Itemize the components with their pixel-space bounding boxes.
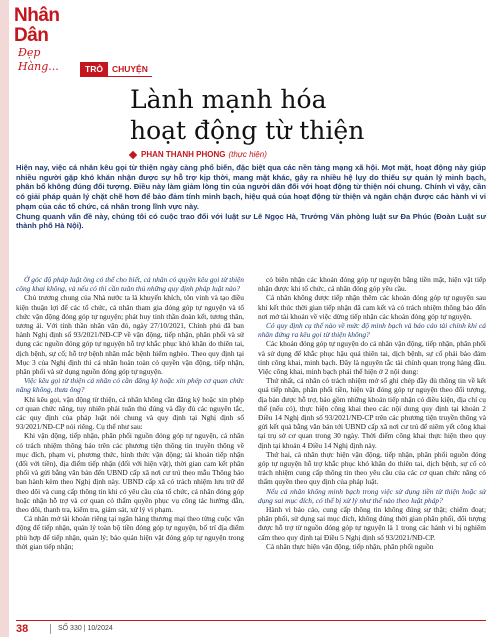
page-number: 38 [16,623,29,635]
rubric-label-secondary: CHUYỆN [108,62,152,77]
interview-question: Có quy định cụ thể nào về mức độ minh bạch và báo cáo tài chính khi cá nhân đứng ra kêu gọi từ thiện không? [258,321,486,340]
article-title [130,84,430,146]
footer-separator [50,624,51,634]
title-line-1: Lành mạnh hóa [130,85,327,114]
left-margin-band [0,0,9,637]
interview-question: Việc kêu gọi từ thiện cá nhân có cần đăng ký hoặc xin phép cơ quan chức năng không, thưa ông? [16,376,244,395]
publication-logo [14,5,84,73]
body-paragraph: Thứ nhất, cá nhân có trách nhiệm mở sổ ghi chép đầy đủ thông tin về kết quả tiếp nhận, phân phối tiền, hiện vật đóng góp tự nguyện theo đối tượng, địa bàn được hỗ trợ, bảo gồm những khoản tiếp nhận có điều kiện, địa chỉ cụ thể (nếu có), thực hiện công khai theo các nội dung quy định tại khoản 2 Điều 14 Nghị định số 93/2021/NĐ-CP trên các phương tiện truyền thông và gửi kết quả bằng văn bản tới UBND cấp xã nơi cư trú để niêm yết công khai tại trụ sở cơ quan trong 30 ngày. Thời điểm công khai thực hiện theo quy định tại khoản 4 Điều 14 Nghị định này. [258,376,486,450]
page-footer [0,615,500,637]
lead-paragraph-2: Chung quanh vấn đề này, chúng tôi có cuộc trao đổi với luật sư Lê Ngọc Hà, Trưởng Văn phòng luật sư Đa Phúc (Đoàn Luật sư thành phố Hà Nội). [16,211,486,231]
logo-main-text: Nhân Dân [14,5,60,46]
footer-rule [16,620,486,621]
title-line-2: hoạt động từ thiện [130,116,365,145]
body-paragraph: Các khoản đóng góp tự nguyện do cá nhân vận động, tiếp nhận, phân phối và sử dụng để khắc phục hậu quả thiên tai, dịch bệnh, sự cố phải bảo đảm tính công khai, minh bạch. Đây là nguyên tắc tài chính quan trọng hàng đầu. Việc công khai, minh bạch phải thể hiện ở 2 nội dung: [258,339,486,377]
issue-info: SỐ 330 | 10/2024 [58,625,113,632]
body-column-right [258,275,486,610]
logo-sub-text: Đẹp Hàng... [18,46,59,73]
author-name: PHAN THANH PHONG [141,150,226,159]
interview-question: Ở góc độ pháp luật ông có thể cho biết, cá nhân có quyền kêu gọi từ thiện công khai không, và nếu có thì cần tuân thủ những quy định pháp luật nào? [16,275,244,294]
article-body [16,275,486,610]
diamond-bullet-icon [129,150,137,158]
byline [130,150,267,159]
lead-paragraph-1: Hiện nay, việc cá nhân kêu gọi từ thiện ngày càng phổ biến, đặc biệt qua các nền tảng mạng xã hội. Mọt mặt, hoạt động này giúp nhiều người gặp khó khăn nhận được sự hỗ trợ kịp thời, mang mặt khác, gây ra nhiều hệ lụy do thiếu sự quản lý minh bạch, phân bổ không đúng đối tượng. Điều này làm giảm lòng tin của người dân đối với hoạt động từ thiện nói chung. Chính vì vậy, cần có giải pháp quản lý chặt chẽ hơn để bảo đảm tính minh bạch, hiệu quả của hoạt động từ thiện và ngăn chặn được các hành vi vi phạm của các tổ chức, cá nhân trong lĩnh vực này. [16,163,486,211]
body-paragraph: Thứ hai, cá nhân thực hiện vận động, tiếp nhận, phân phối nguồn đóng góp tự nguyện hỗ trợ khắc phục khó khăn do thiên tai, dịch bệnh, sự cố có trách nhiệm cung cấp thông tin theo yêu cầu của các cơ quan chức năng có thẩm quyền theo quy định của pháp luật. [258,449,486,487]
author-role: (thực hiện) [228,150,267,159]
body-paragraph: Cá nhân mở tài khoản riêng tại ngân hàng thương mại theo từng cuộc vận động để tiếp nhận, quản lý toàn bộ tiền đóng góp tự nguyện, bố trí địa điểm phù hợp để tiếp nhận, quản lý; bảo quản hiện vật đóng góp tự nguyện trong thời gian tiếp nhận; [16,514,244,551]
body-column-left [16,275,244,610]
rubric-label-primary: TRÒ [80,62,108,77]
article-lead [16,163,486,231]
body-paragraph: Khi kêu gọi, vận động từ thiện, cá nhân không cần đăng ký hoặc xin phép cơ quan chức năng, tuy nhiên phải tuân thủ đúng và đầy đủ các nguyên tắc, các quy định của pháp luật nói chung và quy định tại Nghị định số 93/2021/NĐ-CP nói riêng. Cụ thể như sau: [16,394,244,432]
body-paragraph: có biên nhận các khoản đóng góp tự nguyện bằng tiền mặt, hiện vật tiếp nhận được khi tổ chức, cá nhân đóng góp yêu cầu. [258,275,486,294]
interview-question: Nếu cá nhân không minh bạch trong việc sử dụng tiền từ thiện hoặc sử dụng sai mục đích, có thể bị xử lý như thế nào theo luật pháp? [258,486,486,505]
body-paragraph: Hành vi báo cáo, cung cấp thông tin không đúng sự thật; chiếm đoạt; phân phối, sử dụng sai mục đích, không đúng thời gian phân phối, đối tượng được hỗ trợ từ nguồn đóng góp tự nguyện là 1 trong các hành vi bị nghiêm cấm theo quy định tại Điều 5 Nghị định số 93/2021/NĐ-CP. [258,505,486,542]
body-paragraph: Cá nhân thực hiện vận động, tiếp nhận, phân phối nguồn [266,541,434,551]
body-paragraph: Chủ trương chung của Nhà nước ta là khuyến khích, tôn vinh và tạo điều kiện thuận lợi để các tổ chức, cá nhân tham gia đóng góp tự nguyện và tổ chức vận động đóng góp tự nguyện; phát huy tinh thần đoàn kết, tương thân, tương ái. Với tinh thần nhân văn đó, ngày 27/10/2021, Chính phủ đã ban hành Nghị định số 93/2021/NĐ-CP về vận động, tiếp nhận, phân phối và sử dụng các nguồn đóng góp tự nguyện hỗ trợ khắc phục khó khăn do thiên tai, dịch bệnh, sự cố; hỗ trợ bệnh nhân mắc bệnh hiểm nghèo. Theo quy định tại Mục 3 của Nghị định thì cá nhân hoàn toàn có quyền vận động, tiếp nhận, phân phối và sử dụng nguồn đóng góp tự nguyện. [16,293,244,377]
body-paragraph: Cá nhân không được tiếp nhận thêm các khoản đóng góp tự nguyện sau khi kết thúc thời gian tiếp nhận đã cam kết và có trách nhiệm thông báo đến nơi mở tài khoản về việc dừng tiếp nhận các khoản đóng góp tự nguyện. [258,293,486,321]
body-paragraph: Khi vận động, tiếp nhận, phân phối nguồn đóng góp tự nguyện, cá nhân có trách nhiệm thông báo trên các phương tiện thông tin truyền thông về mục đích, phạm vi, phương thức, hình thức vận động; tài khoản tiếp nhận (đối với tiền), địa điểm tiếp nhận (đối với hiện vật), thời gian cam kết phân phối và gửi bằng văn bản đến UBND cấp xã nơi cư trú theo mẫu Thông báo ban hành kèm theo Nghị định này. UBND cấp xã có trách nhiệm lưu trữ để theo dõi và cung cấp thông tin khi có yêu cầu của tổ chức, cá nhân đóng góp hoặc nhận hỗ trợ và cơ quan có thẩm quyền phục vụ công tác hướng dẫn, theo dõi, thanh tra, kiểm tra, giám sát, xử lý vi phạm. [16,431,244,515]
section-rubric [80,62,152,77]
